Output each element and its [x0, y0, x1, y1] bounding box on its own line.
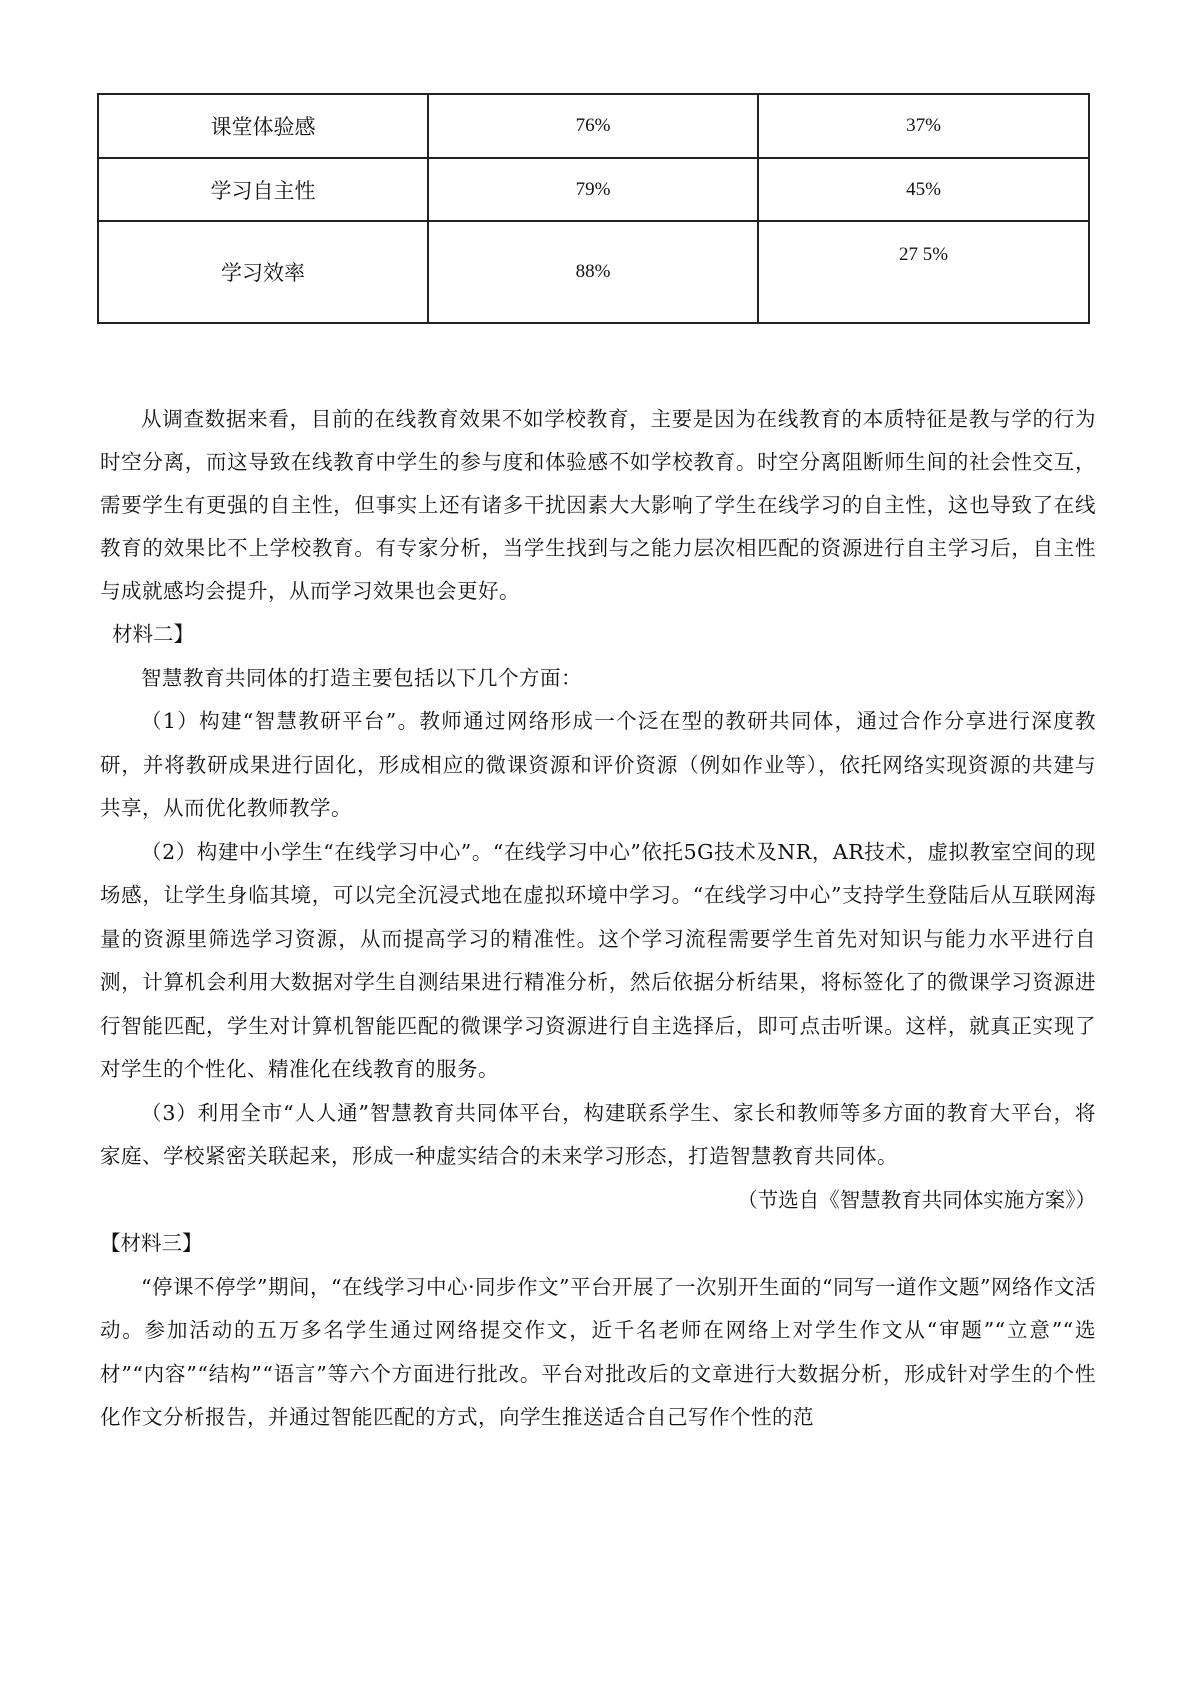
analysis-paragraph: 从调查数据来看，目前的在线教育效果不如学校教育，主要是因为在线教育的本质特征是教与学的行为时空分离，而这导致在线教育中学生的参与度和体验感不如学校教育。时空分离阻断师生间的社会性交互，需要学生有更强的自主性，但事实上还有诸多干扰因素大大影响了学生在线学习的自主性，这也导致了在线教育的效果比不上学校教育。有专家分析，当学生找到与之能力层次相匹配的资源进行自主学习后，自主性与成就感均会提升，从而学习效果也会更好。: [100, 407, 1096, 603]
table-cell-value: 88%: [428, 221, 758, 323]
material-two-intro: 智慧教育共同体的打造主要包括以下几个方面：: [141, 665, 582, 690]
survey-table: [97, 93, 1090, 324]
material-three-paragraph: “停课不停学”期间，“在线学习中心·同步作文”平台开展了一次别开生面的“同写一道作文题”网络作文活动。参加活动的五万多名学生通过网络提交作文，近千名老师在网络上对学生作文从“审题”“立意”“选材”“内容”“结构”“语言”等六个方面进行批改。平台对批改后的文章进行大数据分析，形成针对学生的个性化作文分析报告，并通过智能匹配的方式，向学生推送适合自己写作个性的范: [100, 1274, 1096, 1429]
table-cell-label: 课堂体验感: [98, 94, 428, 158]
table-cell-value: 27 5%: [758, 221, 1089, 323]
table-row: [98, 94, 1089, 158]
material-three-heading: 【材料三】: [100, 1231, 203, 1255]
table-cell-value: 76%: [428, 94, 758, 158]
list-item: （2）构建中小学生“在线学习中心”。“在线学习中心”依托5G技术及NR，AR技术，虚拟教室空间的现场感，让学生身临其境，可以完全沉浸式地在虚拟环境中学习。“在线学习中心”支持学生登陆后从互联网海量的资源里筛选学习资源，从而提高学习的精准性。这个学习流程需要学生首先对知识与能力水平进行自测，计算机会利用大数据对学生自测结果进行精准分析，然后依据分析结果，将标签化了的微课学习资源进行智能匹配，学生对计算机智能匹配的微课学习资源进行自主选择后，即可点击听课。这样，就真正实现了对学生的个性化、精准化在线教育的服务。: [100, 839, 1096, 1081]
table-cell-value: 79%: [428, 158, 758, 221]
table-cell-label: 学习效率: [98, 221, 428, 323]
table-row: [98, 221, 1089, 323]
table-cell-value: 37%: [758, 94, 1089, 158]
list-item: （3）利用全市“人人通”智慧教育共同体平台，构建联系学生、家长和教师等多方面的教育大平台，将家庭、学校紧密关联起来，形成一种虚实结合的未来学习形态，打造智慧教育共同体。: [100, 1100, 1096, 1168]
table-cell-label: 学习自主性: [98, 158, 428, 221]
body-text: [100, 398, 1096, 1440]
material-two-heading: 材料二】: [112, 622, 194, 646]
table-row: [98, 158, 1089, 221]
table-cell-value: 45%: [758, 158, 1089, 221]
source-citation: （节选自《智慧教育共同体实施方案》）: [737, 1187, 1096, 1212]
list-item: （1）构建“智慧教研平台”。教师通过网络形成一个泛在型的教研共同体，通过合作分享进行深度教研，并将教研成果进行固化，形成相应的微课资源和评价资源（例如作业等），依托网络实现资源的共建与共享，从而优化教师教学。: [100, 709, 1096, 820]
